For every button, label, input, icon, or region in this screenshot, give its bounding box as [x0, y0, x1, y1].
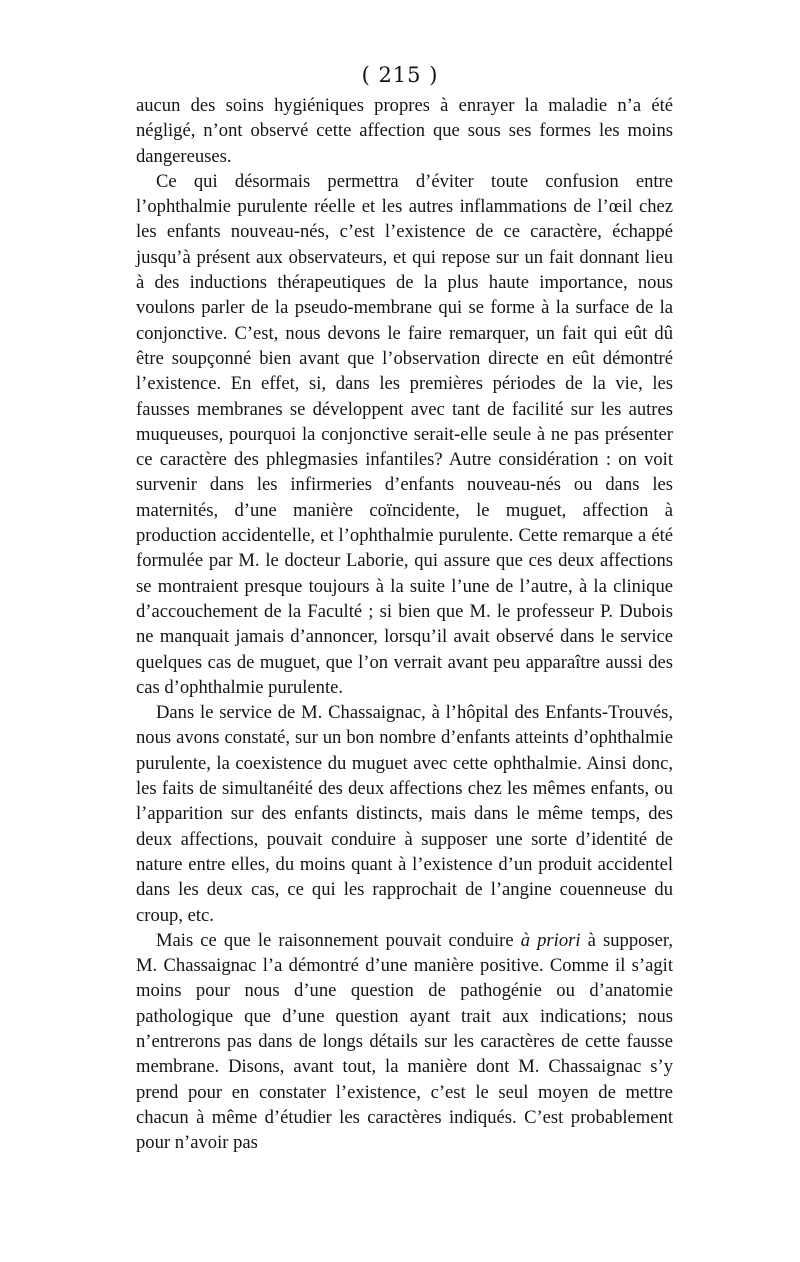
- page-number: ( 215 ): [361, 63, 439, 87]
- paragraph-text: Ce qui désormais permettra d’éviter toute confusion entre l’ophthalmie purulente réelle et les autres inflammations de l’œil chez les enfants nouveau-nés, c’est l’existence de ce caractère, échappé jusqu’à présent aux observateurs, et qui repose sur un fait donnant lieu à des inductions thérapeutiques de la plus haute importance, nous voulons parler de la pseudo-membrane qui se forme à la surface de la conjonctive. C’est, nous devons le faire remarquer, un fait qui eût dû être soupçonné bien avant que l’observation directe en eût démontré l’existence. En effet, si, dans les premières périodes de la vie, les fausses membranes se développent avec tant de facilité sur les autres muqueuses, pourquoi la conjonctive serait-elle seule à ne pas présenter ce caractère des phlegmasies infantiles? Autre considération : on voit survenir dans les infirmeries d’enfants nouveau-nés ou dans les maternités, d’une manière coïncidente, le muguet, affection à production accidentelle, et l’ophthalmie purulente. Cette remarque a été formulée par M. le docteur Laborie, qui assure que ces deux affections se montraient presque toujours à la suite l’une de l’autre, à la clinique d’accouchement de la Faculté ; si bien que M. le professeur P. Dubois ne manquait jamais d’annoncer, lorsqu’il avait observé dans le service quelques cas de muguet, que l’on verrait avant peu apparaître aussi des cas d’ophthalmie purulente.: [136, 170, 673, 698]
- paragraph-text: à supposer, M. Chassaignac l’a démontré d’une manière positive. Comme il s’agit moins pour nous d’une question de pathogénie ou d’anatomie pathologique que d’une question ayant trait aux indications; nous n’entrerons pas dans de longs détails sur les caractères de cette fausse membrane. Disons, avant tout, la manière dont M. Chassaignac s’y prend pour en constater l’existence, c’est le seul moyen de mettre chacun à même d’étudier les caractères indiqués. C’est probablement pour n’avoir pas: [136, 929, 674, 1154]
- paragraph-text: aucun des soins hygiéniques propres à enrayer la maladie n’a été négligé, n’ont observé cette affection que sous ses formes les moins dangereuses.: [136, 95, 673, 167]
- paragraph: [136, 93, 673, 169]
- paragraph: [136, 928, 673, 1156]
- italic-phrase: à priori: [520, 929, 581, 951]
- paragraph-text: Dans le service de M. Chassaignac, à l’hôpital des Enfants-Trouvés, nous avons constaté, sur un bon nombre d’enfants atteints d’ophthalmie purulente, la coexistence du muguet avec cette ophthalmie. Ainsi donc, les faits de simultanéité des deux affections chez les mêmes enfants, ou l’apparition sur des enfants distincts, mais dans le même temps, des deux affections, pouvait conduire à supposer une sorte d’identité de nature entre elles, du moins quant à l’existence d’un produit accidentel dans les deux cas, ce qui les rapprochait de l’angine couenneuse du croup, etc.: [136, 702, 673, 926]
- paragraph: [136, 169, 673, 700]
- paragraph-text: Mais ce que le raisonnement pouvait conduire: [156, 929, 521, 951]
- paragraph: [136, 700, 673, 928]
- body-text: [136, 93, 673, 1155]
